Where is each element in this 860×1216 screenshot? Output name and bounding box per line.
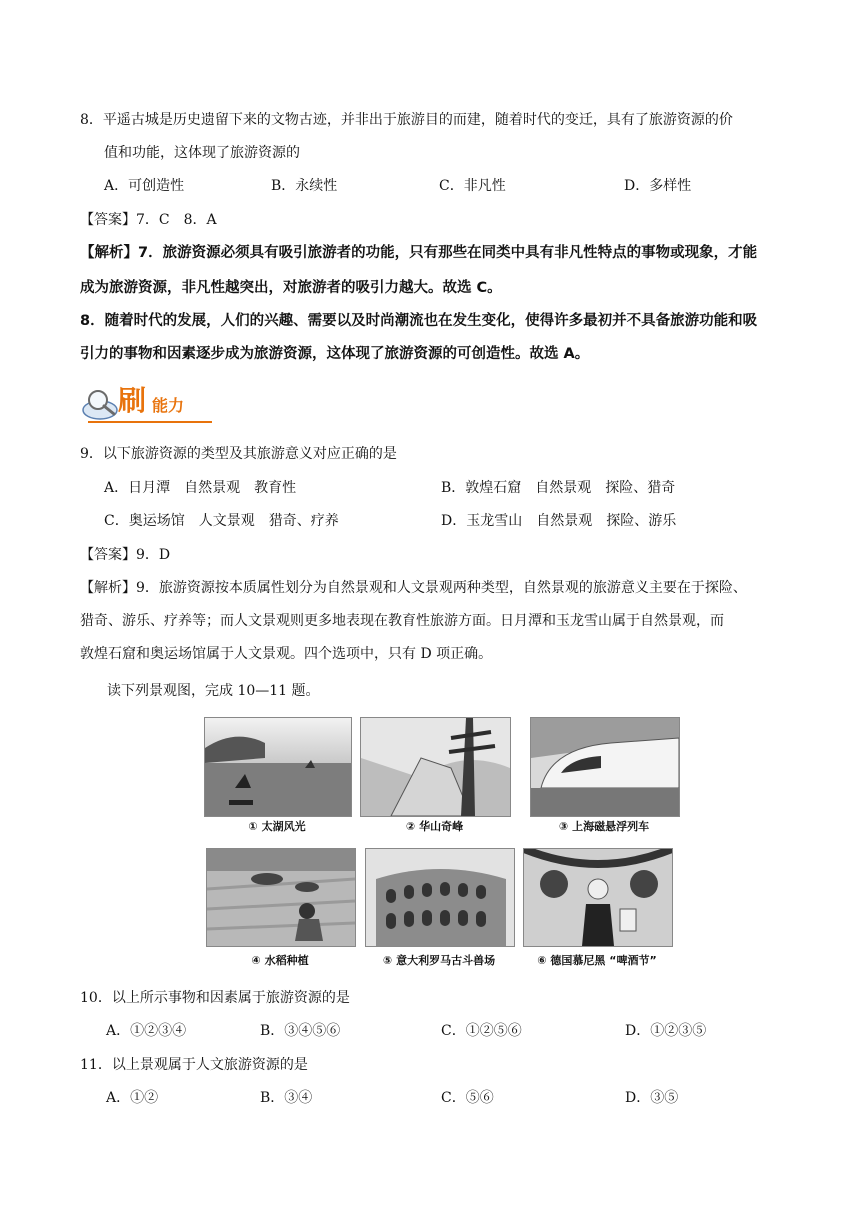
caption-photo-1: ① 太湖风光	[248, 820, 306, 833]
q10-option-d: D．①②③⑤	[625, 1023, 707, 1039]
section-banner	[80, 382, 215, 426]
caption-photo-2: ② 华山奇峰	[405, 820, 464, 833]
photo-taihu	[204, 717, 352, 817]
q11-stem: 11．以上景观属于人文旅游资源的是	[80, 1057, 308, 1073]
q8-option-a: A．可创造性	[104, 178, 185, 194]
caption-photo-4: ④ 水稻种植	[251, 954, 309, 967]
q8-option-d: D．多样性	[624, 178, 692, 194]
q10-stem: 10．以上所示事物和因素属于旅游资源的是	[80, 990, 350, 1006]
q11-option-a: A．①②	[106, 1090, 159, 1106]
caption-photo-3: ③ 上海磁悬浮列车	[558, 820, 650, 833]
answer-9: 【答案】9．D	[80, 547, 171, 563]
banner-main-text: 刷	[118, 384, 147, 417]
explain-7-8-line3: 8．随着时代的发展，人们的兴趣、需要以及时尚潮流也在发生变化，使得许多最初并不具备旅游功能和吸	[80, 313, 758, 329]
q8-option-c: C．非凡性	[439, 178, 506, 194]
q9-option-d: D．玉龙雪山 自然景观 探险、游乐	[441, 513, 677, 529]
q11-option-d: D．③⑤	[625, 1090, 679, 1106]
explain-7-8-line4: 引力的事物和因素逐步成为旅游资源，这体现了旅游资源的可创造性。故选 A。	[80, 346, 590, 362]
q10-option-c: C．①②⑤⑥	[441, 1023, 522, 1039]
q8-stem-line1: 8．平遥古城是历史遗留下来的文物古迹，并非出于旅游目的而建，随着时代的变迁，具有了旅游资源的价	[80, 112, 733, 128]
photo-maglev	[530, 717, 680, 817]
caption-photo-6: ⑥ 德国慕尼黑 “啤酒节”	[537, 954, 657, 967]
q11-option-c: C．⑤⑥	[441, 1090, 494, 1106]
photo-colosseum	[365, 848, 515, 947]
q8-stem-line2: 值和功能，这体现了旅游资源的	[104, 145, 300, 161]
q9-option-c: C．奥运场馆 人文景观 猎奇、疗养	[104, 513, 339, 529]
q11-option-b: B．③④	[260, 1090, 313, 1106]
explain-7-8-line1: 【解析】7．旅游资源必须具有吸引旅游者的功能，只有那些在同类中具有非凡性特点的事物或现象，才能	[80, 245, 758, 261]
explain-9-line2: 猎奇、游乐、疗养等；而人文景观则更多地表现在教育性旅游方面。日月潭和玉龙雪山属于自然景观，而	[80, 613, 724, 629]
q10-option-b: B．③④⑤⑥	[260, 1023, 341, 1039]
answer-7-8: 【答案】7．C 8．A	[80, 212, 217, 228]
q9-option-b: B．敦煌石窟 自然景观 探险、猎奇	[441, 480, 676, 496]
magnifier-book-icon	[80, 382, 215, 426]
photo-rice-planting	[206, 848, 356, 947]
photo-huashan	[360, 717, 511, 817]
intro-text: 读下列景观图，完成 10—11 题。	[107, 683, 320, 699]
photo-oktoberfest	[523, 848, 673, 947]
q8-option-b: B．永续性	[271, 178, 338, 194]
q9-stem: 9．以下旅游资源的类型及其旅游意义对应正确的是	[80, 446, 397, 462]
banner-sub-text: 能力	[152, 396, 185, 415]
explain-9-line3: 敦煌石窟和奥运场馆属于人文景观。四个选项中，只有 D 项正确。	[80, 646, 493, 662]
explain-7-8-line2: 成为旅游资源，非凡性越突出，对旅游者的吸引力越大。故选 C。	[80, 280, 502, 296]
explain-9-line1: 【解析】9．旅游资源按本质属性划分为自然景观和人文景观两种类型，自然景观的旅游意义主要在于探险、	[80, 580, 747, 596]
q9-option-a: A．日月潭 自然景观 教育性	[104, 480, 297, 496]
caption-photo-5: ⑤ 意大利罗马古斗兽场	[382, 954, 496, 967]
q10-option-a: A．①②③④	[106, 1023, 187, 1039]
